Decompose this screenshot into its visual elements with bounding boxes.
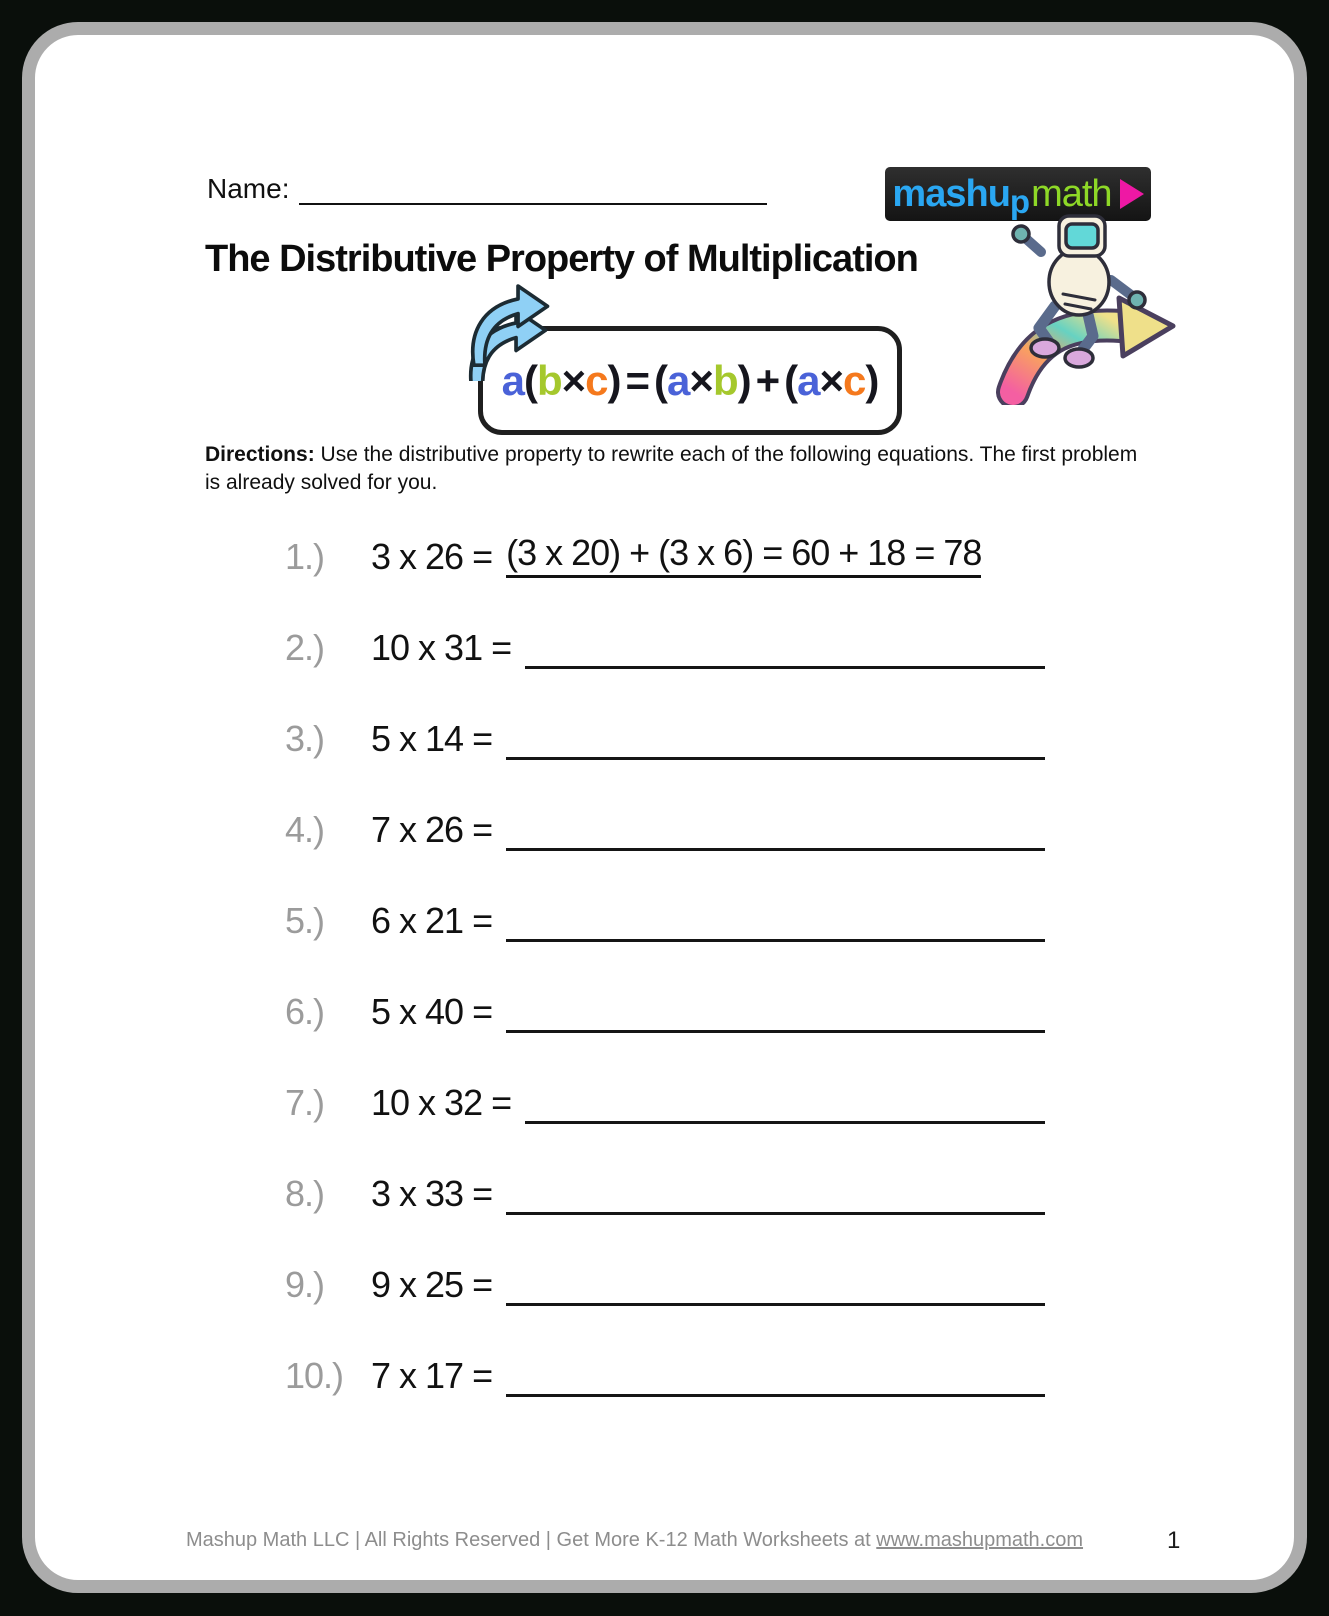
- problem-answer: (3 x 20) + (3 x 6) = 60 + 18 = 78: [506, 532, 981, 578]
- problem-row: [285, 703, 1045, 794]
- problem-row: [285, 1067, 1045, 1158]
- answer-blank-line[interactable]: [506, 921, 1045, 942]
- answer-blank-line[interactable]: [506, 1285, 1045, 1306]
- name-blank-line[interactable]: [299, 173, 767, 205]
- problem-row: [285, 1340, 1045, 1431]
- problem-row: [285, 976, 1045, 1067]
- problem-number: 5.): [285, 900, 325, 941]
- footer-link[interactable]: www.mashupmath.com: [876, 1529, 1084, 1551]
- name-row: [207, 173, 767, 205]
- problem-equation: 7 x 26 =: [371, 809, 493, 850]
- answer-blank-line[interactable]: [506, 739, 1045, 760]
- worksheet-page: [22, 22, 1307, 1593]
- problem-number: 2.): [285, 627, 325, 668]
- problem-row: [285, 1249, 1045, 1340]
- problems-list: [285, 521, 1045, 1431]
- problem-equation: 10 x 31 =: [371, 627, 512, 668]
- problem-equation: 9 x 25 =: [371, 1264, 493, 1305]
- page-title: The Distributive Property of Multiplication: [205, 238, 918, 280]
- problem-number: 10.): [285, 1355, 344, 1396]
- page-number: 1: [1167, 1527, 1181, 1554]
- problem-equation: 10 x 32 =: [371, 1082, 512, 1123]
- directions-text: [205, 441, 1145, 498]
- answer-blank-line[interactable]: [525, 648, 1045, 669]
- problem-row: [285, 885, 1045, 976]
- problem-equation: 5 x 14 =: [371, 718, 493, 759]
- footer-text: Mashup Math LLC | All Rights Reserved | Get More K-12 Math Worksheets at: [185, 1529, 877, 1551]
- problem-number: 4.): [285, 809, 325, 850]
- problem-row: [285, 612, 1045, 703]
- name-label: Name:: [207, 173, 290, 204]
- answer-blank-line[interactable]: [506, 1012, 1045, 1033]
- play-triangle-icon: [1120, 179, 1144, 209]
- problem-equation: 7 x 17 =: [371, 1355, 493, 1396]
- problem-number: 3.): [285, 718, 325, 759]
- logo-word-math: math: [1031, 173, 1112, 215]
- problem-number: 8.): [285, 1173, 325, 1214]
- problem-equation: 6 x 21 =: [371, 900, 493, 941]
- problem-row: [285, 521, 1045, 612]
- robot-rainbow-illustration: [983, 210, 1183, 405]
- answer-blank-line[interactable]: [506, 1194, 1045, 1215]
- problem-row: [285, 794, 1045, 885]
- problem-row: [285, 1158, 1045, 1249]
- problem-number: 1.): [285, 536, 325, 577]
- logo-word-mashup: mashup: [892, 173, 1030, 220]
- directions-body: Use the distributive property to rewrite each of the following equations. The first problem is already solved for you.: [205, 443, 1138, 495]
- answer-blank-line[interactable]: [525, 1103, 1045, 1124]
- footer: [155, 1529, 1114, 1552]
- problem-equation: 3 x 33 =: [371, 1173, 493, 1214]
- answer-blank-line[interactable]: [506, 1376, 1045, 1397]
- answer-blank-line[interactable]: [506, 830, 1045, 851]
- problem-equation: 3 x 26 =: [371, 536, 493, 577]
- problem-number: 9.): [285, 1264, 325, 1305]
- curved-arrow-icon: [455, 281, 559, 381]
- problem-number: 7.): [285, 1082, 325, 1123]
- distributive-formula: a(b×c) = (a×b) + (a×c): [501, 356, 879, 404]
- problem-number: 6.): [285, 991, 325, 1032]
- directions-label: Directions:: [205, 443, 315, 466]
- problem-equation: 5 x 40 =: [371, 991, 493, 1032]
